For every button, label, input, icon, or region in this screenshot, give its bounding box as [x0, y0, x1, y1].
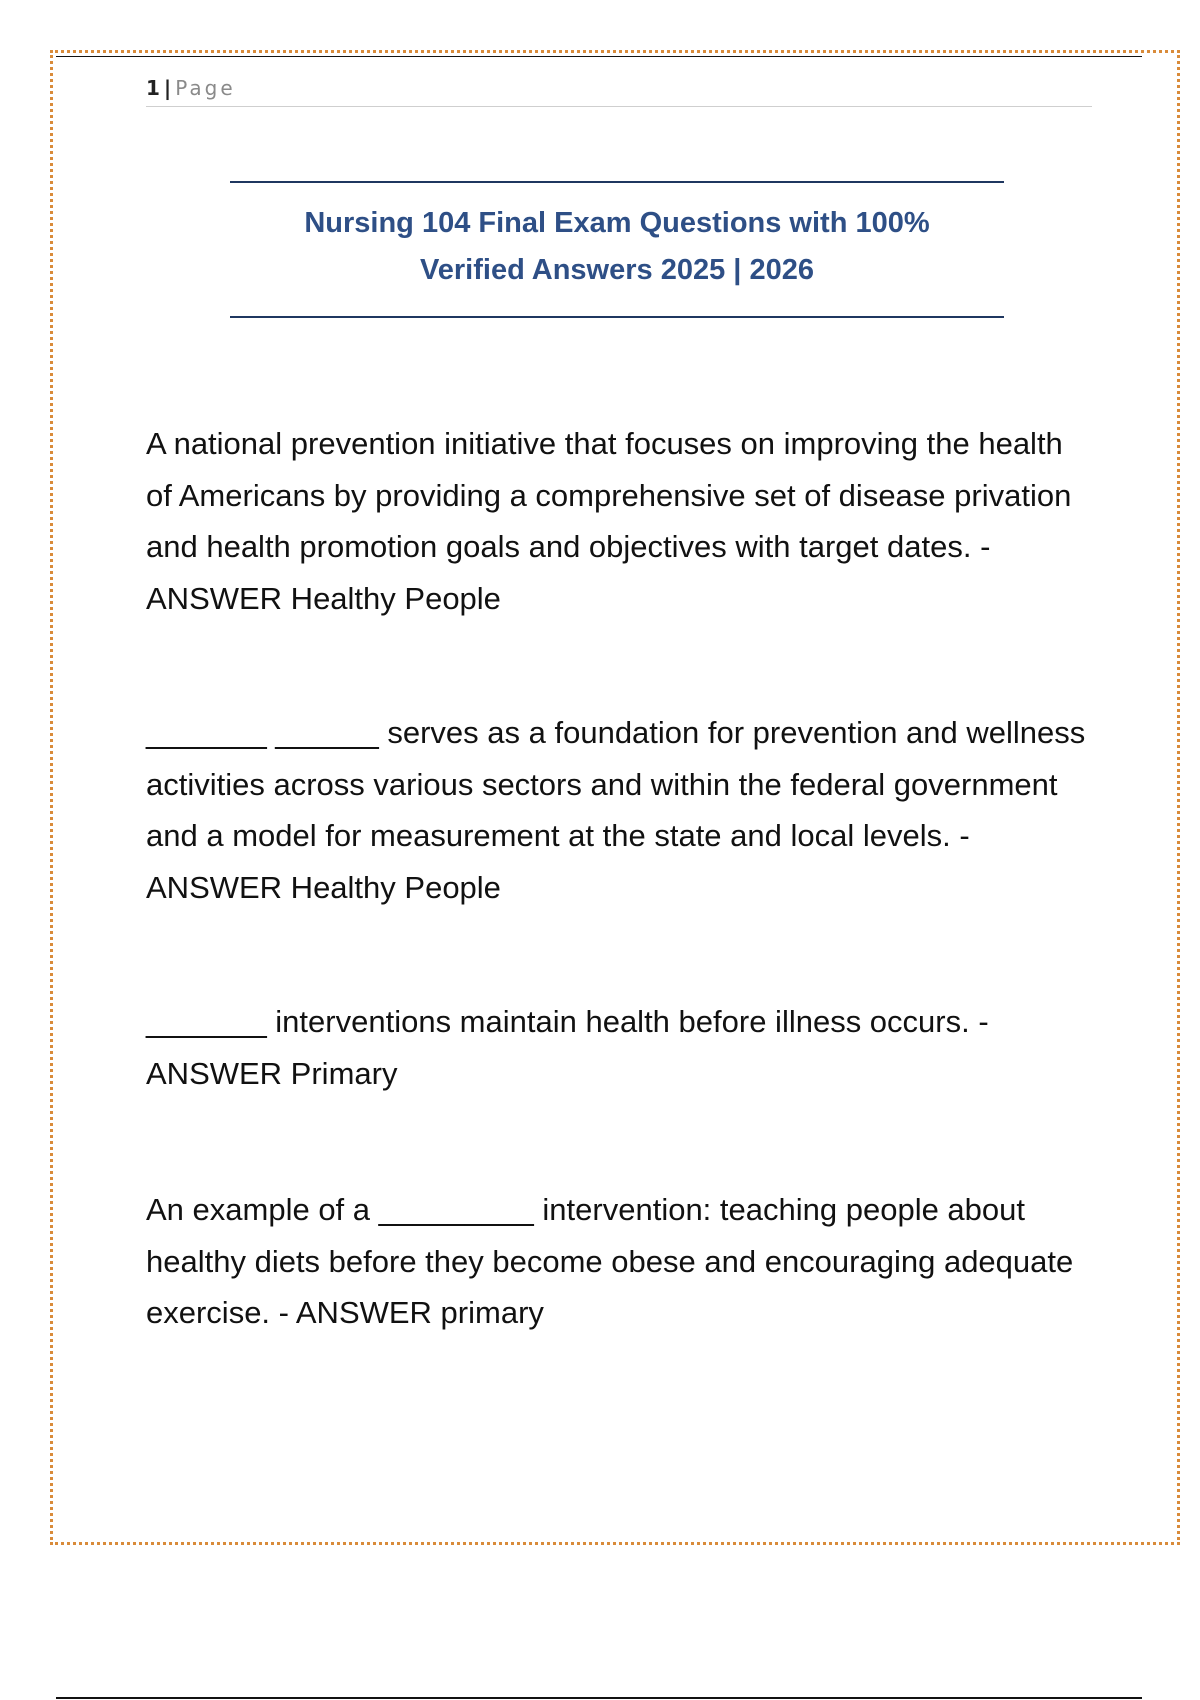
question-3: _______ interventions maintain health before illness occurs. - ANSWER Primary	[146, 1004, 989, 1091]
question-4: An example of a _________ intervention: teaching people about healthy diets before they become obese and encouraging adequate exercise. - ANSWER primary	[146, 1192, 1074, 1330]
title-rule-top	[230, 181, 1004, 183]
question-2: _______ ______ serves as a foundation for prevention and wellness activities across various sectors and within the federal government and a model for measurement at the state and local levels. - ANSWER Healthy People	[146, 715, 1086, 905]
title-rule-bottom	[230, 316, 1004, 318]
page-label: Page	[175, 76, 236, 100]
page-number: 1	[146, 76, 160, 100]
title-line-1: Nursing 104 Final Exam Questions with 100%	[304, 207, 930, 239]
page-separator: |	[163, 76, 172, 100]
page-header	[146, 74, 1092, 107]
document-title	[230, 200, 1004, 294]
title-line-2: Verified Answers 2025 | 2026	[420, 254, 814, 286]
bottom-rule	[56, 1697, 1142, 1699]
question-1: A national prevention initiative that focuses on improving the health of Americans by providing a comprehensive set of disease privation and health promotion goals and objectives with target dates. - ANSWER Healthy People	[146, 426, 1072, 616]
top-rule	[56, 56, 1142, 57]
